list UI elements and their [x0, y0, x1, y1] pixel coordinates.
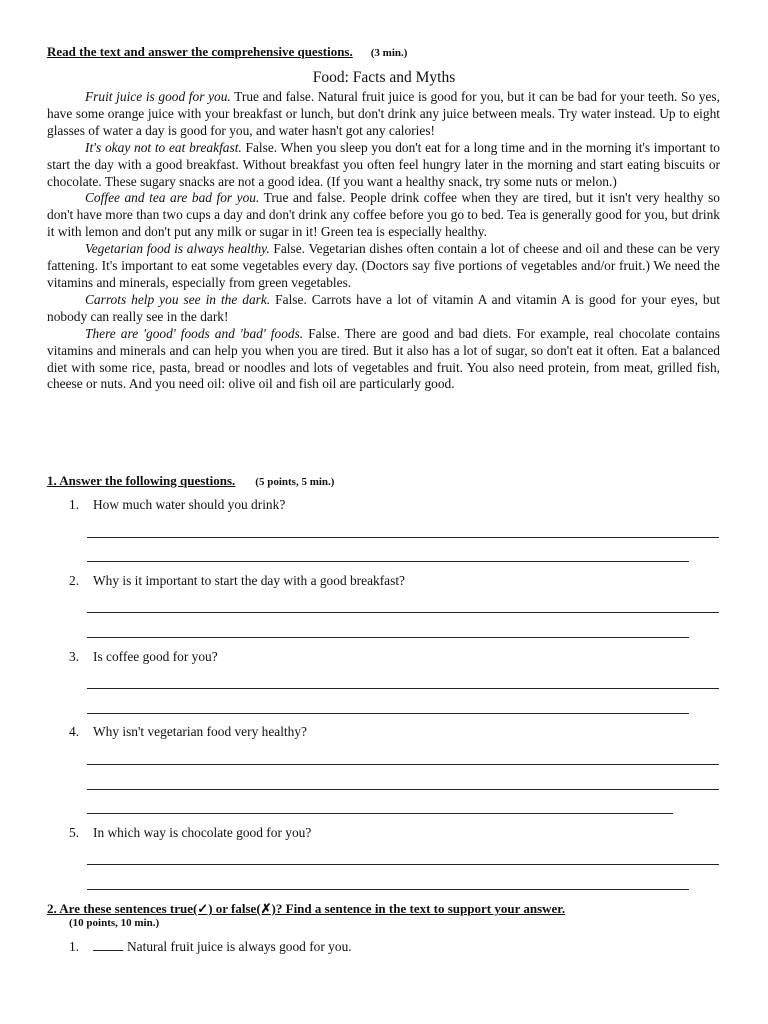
paragraph [47, 241, 720, 292]
answer-line[interactable] [87, 813, 673, 814]
paragraph-lead: Coffee and tea are bad for you. [85, 190, 260, 206]
paragraph [47, 140, 720, 191]
reading-text [47, 89, 720, 393]
paragraph-body: True and false. People drink coffee when they are tired, but it isn't very healthy so don't have more than two cups a day and don't drink any coffee before you go to bed. Tea is generally good for you, but drink it with lemon and don't put any milk or sugar in it! Green tea is especially healthy. [47, 190, 721, 240]
answer-line[interactable] [87, 864, 719, 865]
section2-points: (10 points, 10 min.) [69, 917, 160, 929]
section1-heading [47, 473, 334, 489]
paragraph-body: False. Vegetarian dishes often contain a lot of cheese and oil and these can be very fattening. It's important to eat some vegetables every day. (Doctors say five portions of vegetables and/or fruit.) We need the vitamins and minerals, especially from green vegetables. [47, 241, 720, 290]
paragraph-body: False. Carrots have a lot of vitamin A and vitamin A is good for your eyes, but nobody can really see in the dark! [47, 291, 721, 324]
paragraph-body: False. There are good and bad diets. For example, real chocolate contains vitamins and minerals and can help you when you are tired. But it also has a lot of sugar, so don't eat it often. Eat a balanced diet with some rice, pasta, bread or noodles and lots of vegetables and fruit. You also need protein, from meat, grilled fish, cheese or nuts. And you need oil: olive oil and fish oil are particularly good. [47, 325, 720, 392]
question-4: 4. Why isn't vegetarian food very healthy? [69, 724, 307, 739]
section1-title: 1. Answer the following questions. [47, 473, 236, 488]
question-2: 2. Why is it important to start the day with a good breakfast? [69, 573, 405, 588]
instruction-line [47, 44, 407, 60]
paragraph-lead: It's okay not to eat breakfast. [85, 139, 242, 155]
paragraph [47, 190, 720, 241]
paragraph-lead: There are 'good' foods and 'bad' foods. [85, 325, 304, 341]
question-text: How much water should you drink? [93, 497, 286, 512]
answer-line[interactable] [87, 561, 689, 562]
question-text: Why isn't vegetarian food very healthy? [93, 724, 307, 739]
section1-points: (5 points, 5 min.) [255, 476, 335, 488]
tf-item-1: 1. Natural fruit juice is always good for you. [69, 939, 352, 954]
paragraph-lead: Fruit juice is good for you. [85, 89, 231, 104]
answer-line[interactable] [87, 713, 689, 714]
question-3: 3. Is coffee good for you? [69, 649, 218, 664]
paragraph [47, 292, 720, 326]
paragraph-body: False. When you sleep you don't eat for a long time and in the morning it's important to start the day with a good breakfast. Without breakfast you often feel hungry later in the morning and start eating biscuits or chocolate. These sugary snacks are not a good idea. (If you want a healthy snack, try some nuts or melon.) [47, 139, 720, 189]
question-text: Is coffee good for you? [93, 649, 218, 664]
question-1: 1. How much water should you drink? [69, 497, 286, 512]
paragraph-lead: Vegetarian food is always healthy. [85, 241, 270, 257]
question-text: In which way is chocolate good for you? [93, 825, 312, 840]
answer-line[interactable] [87, 612, 719, 613]
tf-statement: Natural fruit juice is always good for you. [127, 939, 352, 954]
answer-line[interactable] [87, 688, 719, 689]
question-5: 5. In which way is chocolate good for you? [69, 825, 312, 840]
answer-line[interactable] [87, 537, 719, 538]
answer-line[interactable] [87, 637, 689, 638]
paragraph [47, 326, 720, 394]
instruction-text: Read the text and answer the comprehensive questions. [47, 44, 353, 59]
answer-line[interactable] [87, 764, 719, 765]
instruction-time: (3 min.) [370, 47, 408, 59]
question-text: Why is it important to start the day with a good breakfast? [93, 573, 405, 588]
section2-title: 2. Are these sentences true(✓) or false(✗)? Find a sentence in the text to support your answer. [47, 901, 566, 916]
paragraph-body: True and false. Natural fruit juice is good for you, but it can be bad for your teeth. So yes, have some orange juice with your breakfast or lunch, but don't drink any juice between meals. Try water instead. Up to eight glasses of water a day is good for you, and water hasn't got any calories! [47, 89, 720, 138]
answer-line[interactable] [87, 789, 719, 790]
true-false-blank[interactable] [93, 939, 123, 951]
section2-heading [47, 901, 566, 929]
paragraph [47, 89, 720, 140]
answer-line[interactable] [87, 889, 689, 890]
reading-title: Food: Facts and Myths [312, 69, 456, 86]
paragraph-lead: Carrots help you see in the dark. [85, 291, 271, 307]
